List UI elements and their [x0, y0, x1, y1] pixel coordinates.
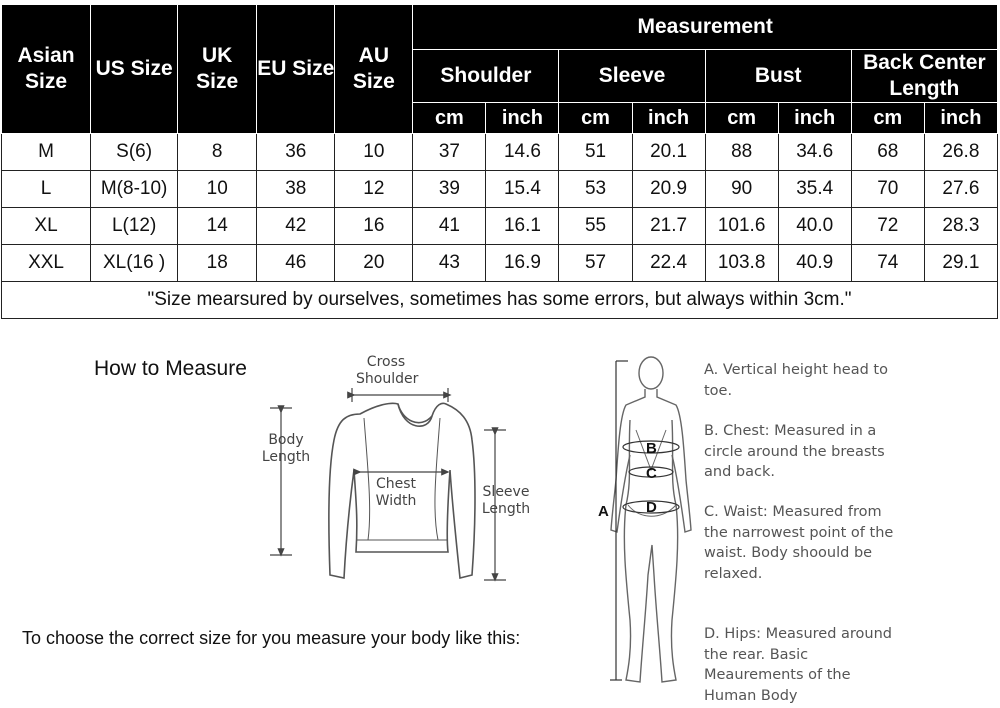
table-cell: 88 [705, 134, 778, 171]
table-cell: M [2, 134, 91, 171]
table-cell: 43 [413, 245, 486, 282]
table-cell: 14.6 [486, 134, 559, 171]
body-letter-c: C [646, 465, 657, 482]
table-cell: 68 [851, 134, 924, 171]
header-inch: inch [924, 103, 997, 134]
table-cell: 101.6 [705, 208, 778, 245]
table-cell: XL(16 ) [91, 245, 178, 282]
size-note: "Size mearsured by ourselves, sometimes has some errors, but always within 3cm." [2, 282, 998, 319]
table-cell: 41 [413, 208, 486, 245]
table-cell: 39 [413, 171, 486, 208]
table-cell: 20.9 [632, 171, 705, 208]
table-cell: 16 [335, 208, 413, 245]
how-to-measure-title: How to Measure [94, 357, 247, 380]
table-cell: 46 [257, 245, 335, 282]
table-cell: 22.4 [632, 245, 705, 282]
table-cell: 21.7 [632, 208, 705, 245]
header-cm: cm [413, 103, 486, 134]
header-shoulder: Shoulder [413, 50, 559, 103]
header-back-center-length: Back Center Length [851, 50, 997, 103]
chest-width-label: Chest Width [375, 476, 417, 509]
table-cell: 53 [559, 171, 632, 208]
header-inch: inch [778, 103, 851, 134]
table-cell: 36 [257, 134, 335, 171]
table-cell: 37 [413, 134, 486, 171]
table-cell: M(8-10) [91, 171, 178, 208]
table-cell: 14 [178, 208, 257, 245]
table-cell: 8 [178, 134, 257, 171]
table-cell: 20 [335, 245, 413, 282]
table-cell: 34.6 [778, 134, 851, 171]
header-eu-size: EU Size [257, 5, 335, 134]
table-cell: L [2, 171, 91, 208]
table-cell: 90 [705, 171, 778, 208]
table-cell: 12 [335, 171, 413, 208]
header-au-size: AU Size [335, 5, 413, 134]
header-cm: cm [851, 103, 924, 134]
table-cell: 28.3 [924, 208, 997, 245]
table-cell: 10 [335, 134, 413, 171]
table-cell: 20.1 [632, 134, 705, 171]
table-cell: 35.4 [778, 171, 851, 208]
header-inch: inch [486, 103, 559, 134]
table-cell: 29.1 [924, 245, 997, 282]
table-cell: 72 [851, 208, 924, 245]
table-cell: 27.6 [924, 171, 997, 208]
table-cell: 74 [851, 245, 924, 282]
table-cell: 16.1 [486, 208, 559, 245]
table-cell: 40.9 [778, 245, 851, 282]
table-cell: S(6) [91, 134, 178, 171]
table-cell: 70 [851, 171, 924, 208]
header-measurement: Measurement [413, 5, 998, 50]
header-asian-size: Asian Size [2, 5, 91, 134]
table-cell: 38 [257, 171, 335, 208]
table-cell: L(12) [91, 208, 178, 245]
legend-d: D. Hips: Measured around the rear. Basic Meaurements of the Human Body [704, 626, 892, 704]
body-letter-b: B [646, 440, 657, 457]
body-letter-d: D [646, 499, 657, 516]
table-cell: XXL [2, 245, 91, 282]
choose-size-instruction: To choose the correct size for you measure your body like this: [22, 628, 521, 648]
table-cell: 40.0 [778, 208, 851, 245]
table-cell: 55 [559, 208, 632, 245]
table-cell: 51 [559, 134, 632, 171]
legend-a: A. Vertical height head to toe. [704, 362, 888, 399]
table-cell: 10 [178, 171, 257, 208]
body-letter-a: A [598, 503, 609, 520]
table-cell: XL [2, 208, 91, 245]
header-cm: cm [705, 103, 778, 134]
body-length-label: Body Length [261, 432, 311, 465]
table-cell: 15.4 [486, 171, 559, 208]
header-sleeve: Sleeve [559, 50, 705, 103]
header-inch: inch [632, 103, 705, 134]
header-cm: cm [559, 103, 632, 134]
header-us-size: US Size [91, 5, 178, 134]
header-uk-size: UK Size [178, 5, 257, 134]
legend-b: B. Chest: Measured in a circle around the breasts and back. [704, 423, 885, 480]
table-cell: 16.9 [486, 245, 559, 282]
table-cell: 18 [178, 245, 257, 282]
cross-shoulder-label: Cross Shoulder [356, 354, 419, 387]
sleeve-length-label: Sleeve Length [481, 484, 531, 517]
table-cell: 103.8 [705, 245, 778, 282]
header-bust: Bust [705, 50, 851, 103]
table-cell: 42 [257, 208, 335, 245]
table-cell: 26.8 [924, 134, 997, 171]
table-cell: 57 [559, 245, 632, 282]
legend-c: C. Waist: Measured from the narrowest point of the waist. Body shoould be relaxed. [704, 504, 894, 582]
